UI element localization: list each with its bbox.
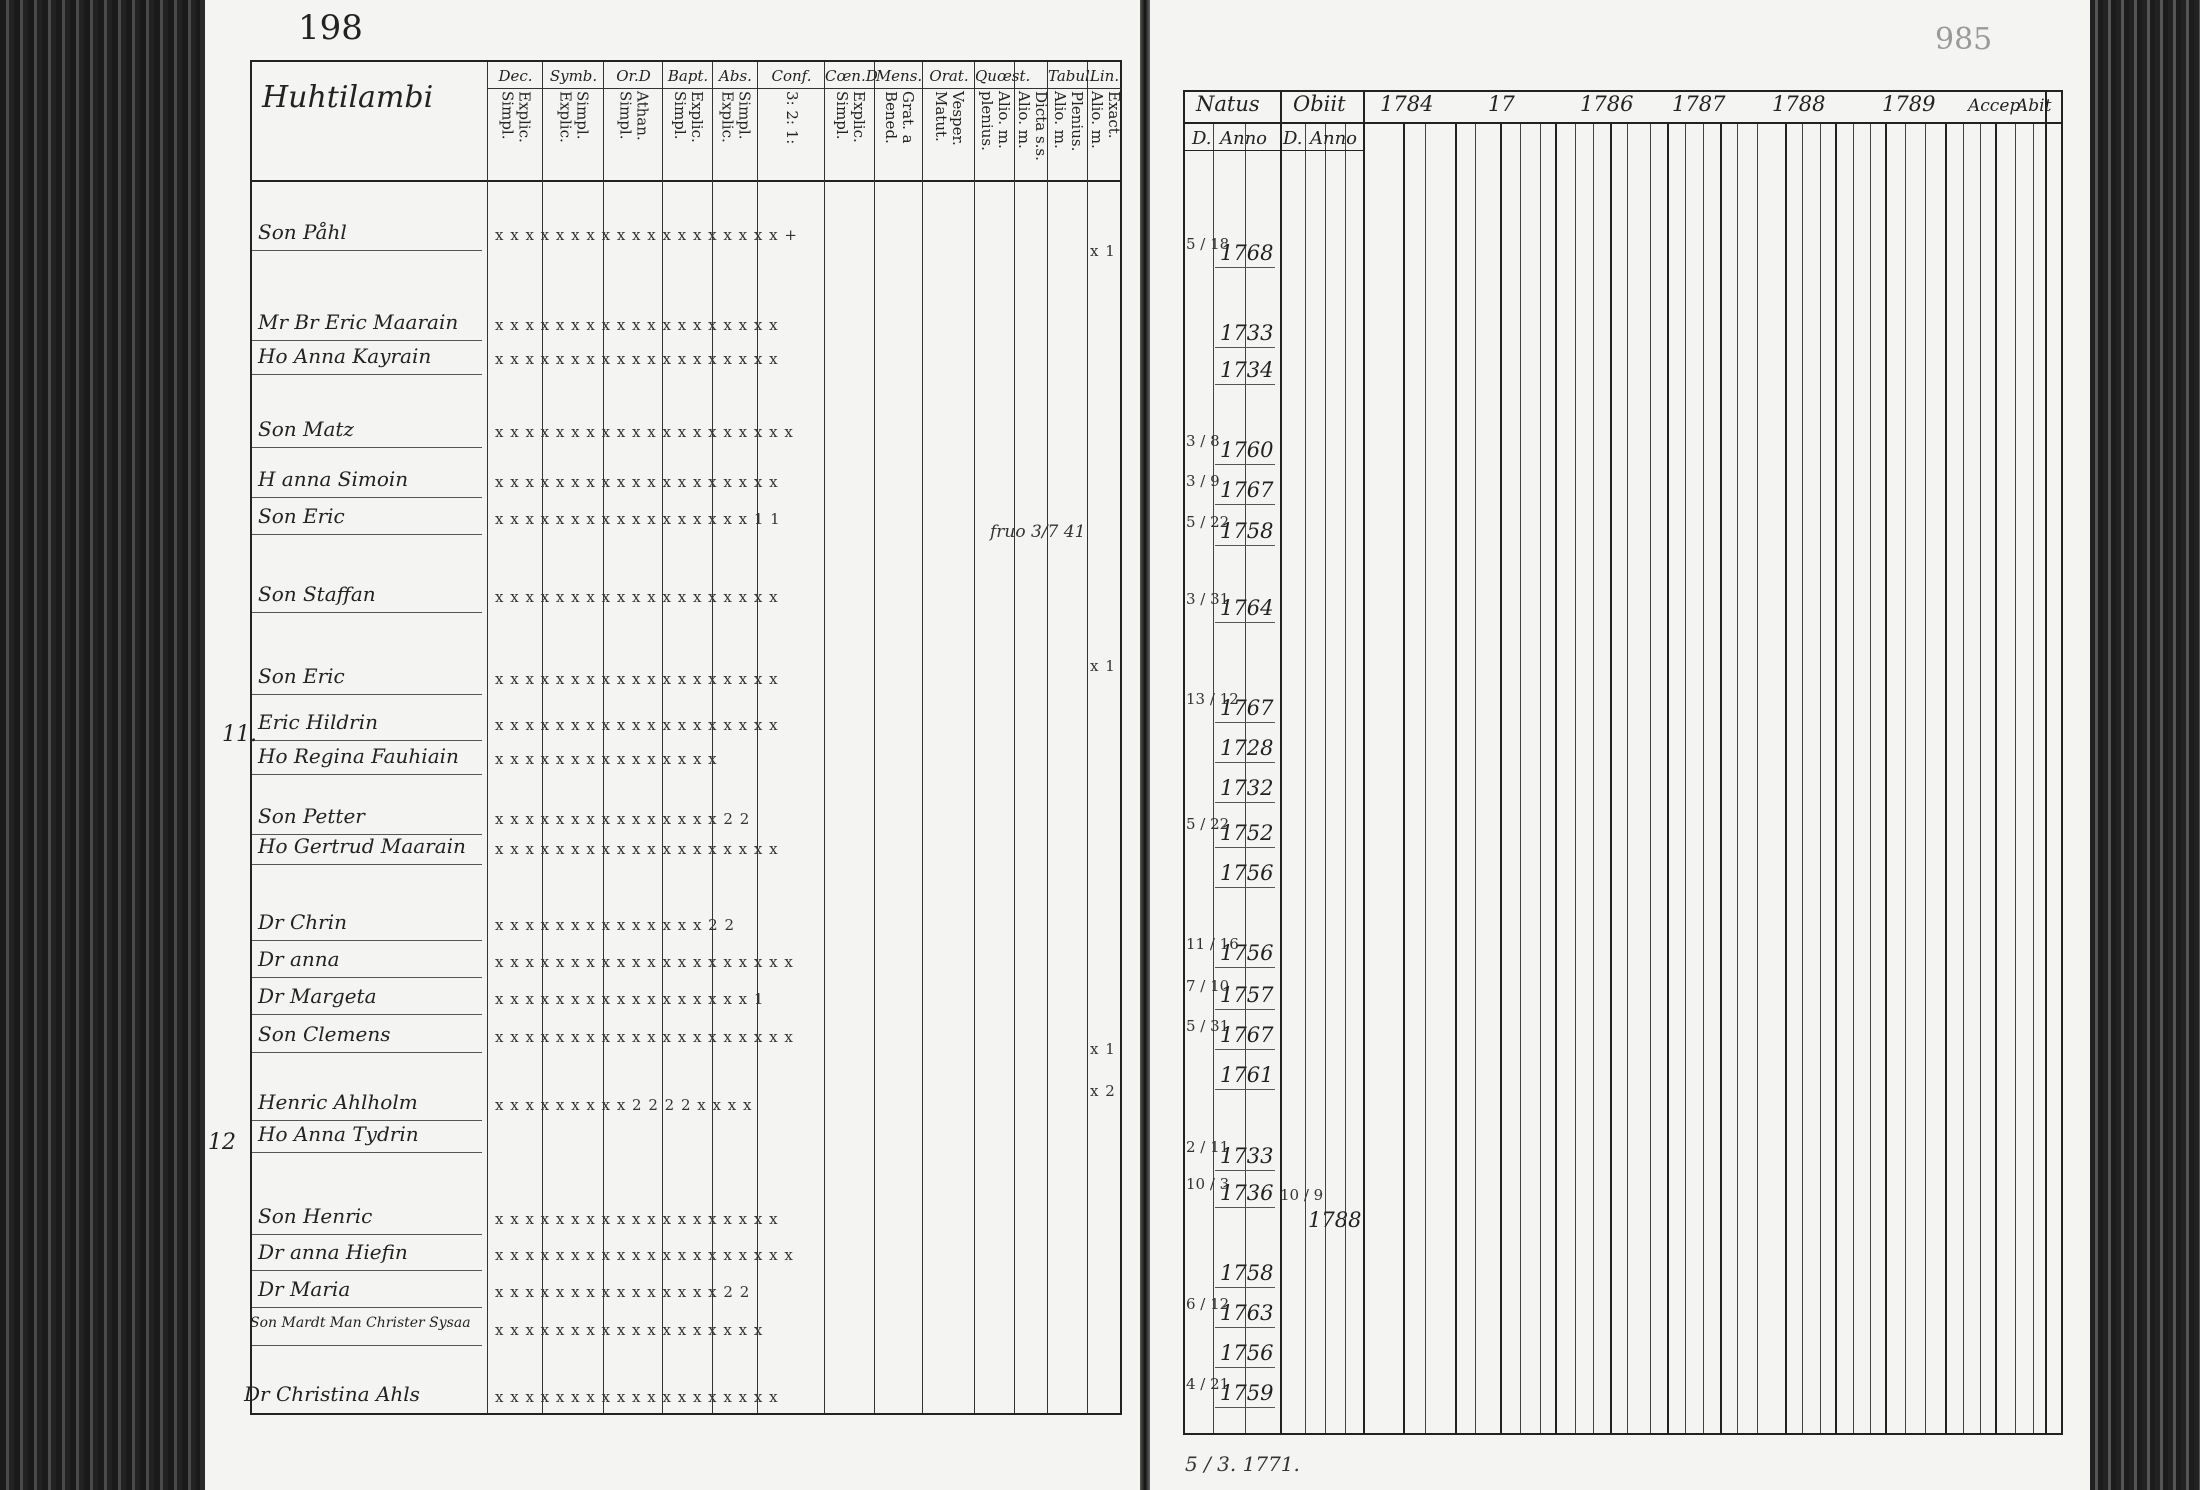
farm-name: Huhtilambi [262,80,434,115]
exam-marks: x x x x x x x x x x x x x x x x x x x [495,350,779,368]
birth-year: 1767 [1220,478,1274,502]
column-subtitle: Simpl. Explic. [718,91,754,143]
lin-mark: x 1 [1090,657,1116,675]
column-divider [1014,62,1015,1413]
exam-marks: x x x x x x x x x x x x x x x 2 2 [495,1283,751,1301]
name-underline [252,1307,482,1308]
column-header [825,64,878,177]
book-gutter [1140,0,1150,1490]
column-divider [824,62,825,1413]
book-edge-left [0,0,200,1490]
register-column-divider [1757,122,1758,1433]
column-header [875,64,923,177]
year-underline [1215,504,1275,505]
header-year-1787: 1787 [1672,92,1726,116]
birth-date: 3 / 31 [1186,590,1230,608]
birth-date: 5 / 31 [1186,1017,1230,1035]
header-accep: Accep [1968,96,2021,116]
year-underline [1215,1207,1275,1208]
header-abit: Abit [2016,96,2052,116]
birth-year: 1767 [1220,1023,1274,1047]
year-underline [1215,1089,1275,1090]
household-number: 11. [222,722,257,747]
column-header [543,64,604,177]
year-underline [1215,1170,1275,1171]
register-column-divider [1802,122,1803,1433]
year-underline [1215,1327,1275,1328]
year-underline [1215,1009,1275,1010]
column-divider [974,62,975,1413]
birth-date: 13 / 12 [1186,690,1239,708]
birth-date: 4 / 21 [1186,1375,1230,1393]
column-subtitle: Plenius. Alio. m. [1051,91,1086,152]
year-underline [1215,1367,1275,1368]
birth-date: 5 / 22 [1186,815,1230,833]
birth-year: 1752 [1220,821,1274,845]
name-underline [252,612,482,613]
year-underline [1215,1049,1275,1050]
register-column-divider [1853,122,1854,1433]
column-title: Dec. [488,64,543,89]
register-group-divider [1280,92,1282,1433]
column-subtitle: Athan. Simpl. [616,91,652,141]
register-column-divider [1945,122,1947,1433]
column-title: Symb. [543,64,604,89]
name-underline [252,1234,482,1235]
register-column-divider [1520,122,1521,1433]
column-title: Bapt. [663,64,713,89]
register-column-divider [1995,122,1997,1433]
column-header [604,64,663,177]
exam-marks: x x x x x x x x x x x x x x x [495,750,718,768]
lin-mark: x 1 [1090,1040,1116,1058]
register-column-divider [1610,122,1612,1433]
birth-date: 11 / 16 [1186,935,1239,953]
column-title [1015,64,1048,89]
exam-marks: x x x x x x x x x x x x x x 2 2 [495,916,736,934]
birth-date: 3 / 8 [1186,432,1220,450]
person-name: Dr anna Hiefin [258,1240,408,1264]
exam-marks: x x x x x x x x x x x x x x x x x x x x [495,1028,794,1046]
register-column-divider [1325,122,1326,1433]
birth-date: 6 / 12 [1186,1295,1230,1313]
person-name: Son Matz [258,417,354,441]
year-underline [1215,1287,1275,1288]
person-name: Dr Chrin [258,910,347,934]
column-header [1015,64,1048,177]
exam-marks: x x x x x x x x x x x x x x x x x x x [495,316,779,334]
exam-marks: x x x x x x x x x x x x x x x x x x x [495,1210,779,1228]
birth-year: 1761 [1220,1063,1274,1087]
person-name: Son Påhl [258,220,347,244]
death-date: 10 / 9 [1280,1186,1324,1204]
name-underline [252,1014,482,1015]
year-underline [1215,267,1275,268]
exam-marks: x x x x x x x x x x x x x x x x x x x [495,670,779,688]
exam-marks: x x x x x x x x x x x x x x x x x x x [495,716,779,734]
name-underline [252,497,482,498]
year-underline [1215,762,1275,763]
column-header [713,64,758,177]
column-subtitle: Alio. m. plenius. [978,91,1013,151]
exam-marks: x x x x x x x x x 2 2 2 2 x x x x [495,1096,753,1114]
name-underline [252,940,482,941]
person-name: Dr Maria [258,1277,351,1301]
year-underline [1215,464,1275,465]
register-column-divider [1905,122,1906,1433]
person-name: Son Petter [258,804,365,828]
person-name: Henric Ahlholm [258,1090,418,1114]
register-column-divider [1885,122,1887,1433]
exam-marks: x x x x x x x x x x x x x x x x x 1 [495,990,765,1008]
name-underline [252,1152,482,1153]
person-name: Ho Anna Tydrin [258,1122,419,1146]
column-header [758,64,825,177]
name-underline [252,250,482,251]
year-underline [1215,384,1275,385]
name-underline [252,774,482,775]
column-title: Conf. [758,64,825,89]
register-column-divider [1870,122,1871,1433]
register-table [1183,90,2063,1435]
birth-year: 1763 [1220,1301,1274,1325]
birth-date: 5 / 22 [1186,513,1230,531]
register-column-divider [1455,122,1457,1433]
lin-mark: x 2 [1090,1082,1116,1100]
register-column-divider [1575,122,1576,1433]
exam-marks: x x x x x x x x x x x x x x x x x x x + [495,226,798,244]
birth-year: 1732 [1220,776,1274,800]
column-subtitle: 3: 2: 1: [783,91,801,145]
exam-marks: x x x x x x x x x x x x x x x x x x x [495,588,779,606]
column-header [663,64,713,177]
margin-note: fruo 3/7 41 [990,522,1086,542]
birth-date: 7 / 10 [1186,977,1230,995]
column-subtitle: Vesper. Matut. [932,91,967,146]
person-name: Dr anna [258,947,340,971]
register-subheader-line [1185,150,1363,151]
column-subtitle: Grat. a Bened. [882,91,917,144]
lin-mark: x 1 [1090,242,1116,260]
column-divider [487,62,488,1413]
person-name: Ho Regina Fauhiain [258,744,459,768]
book-edge-right [2090,0,2200,1490]
year-underline [1215,545,1275,546]
birth-year: 1758 [1220,519,1274,543]
birth-year: 1767 [1220,696,1274,720]
register-column-divider [1685,122,1686,1433]
register-group-divider [1363,92,1365,1433]
year-underline [1215,887,1275,888]
archive-stamp: 985 [1935,22,1993,57]
person-name: Dr Margeta [258,984,377,1008]
exam-marks: x x x x x x x x x x x x x x x x x x [495,1321,764,1339]
person-name: Son Eric [258,664,345,688]
column-header [923,64,975,177]
column-title: Lin. [1088,64,1121,89]
register-column-divider [1593,122,1594,1433]
person-name: Ho Anna Kayrain [258,344,432,368]
birth-year: 1728 [1220,736,1274,760]
column-subtitle: Explic. Simpl. [498,91,534,143]
register-group-divider [2045,92,2047,1433]
sub-anno: Anno [1220,128,1268,149]
column-title: Tabul. [1048,64,1088,89]
register-column-divider [1650,122,1651,1433]
register-header-line [1185,122,2061,124]
birth-year: 1756 [1220,941,1274,965]
register-column-divider [1305,122,1306,1433]
register-column-divider [1540,122,1541,1433]
birth-date: 10 / 3 [1186,1175,1230,1193]
column-divider [1047,62,1048,1413]
name-underline [252,740,482,741]
name-underline [252,340,482,341]
column-divider [1087,62,1088,1413]
header-year-1788: 1788 [1772,92,1826,116]
birth-year: 1757 [1220,983,1274,1007]
column-header [1088,64,1121,177]
exam-marks: x x x x x x x x x x x x x x x x x x x [495,840,779,858]
birth-year: 1756 [1220,1341,1274,1365]
sub-d-obiit: D. [1283,128,1303,149]
person-name: Son Mardt Man Christer Sysaa [250,1315,471,1331]
exam-marks: x x x x x x x x x x x x x x x x x 1 1 [495,510,781,528]
register-column-divider [1785,122,1787,1433]
register-column-divider [1703,122,1704,1433]
exam-marks: x x x x x x x x x x x x x x x x x x x [495,1388,779,1406]
column-subtitle: Exact. Alio. m. [1088,91,1123,149]
column-subtitle: Explic. Simpl. [671,91,706,143]
name-underline [252,374,482,375]
register-column-divider [1213,122,1214,1433]
birth-year: 1758 [1220,1261,1274,1285]
register-column-divider [1963,122,1964,1433]
exam-marks: x x x x x x x x x x x x x x x x x x x x [495,1246,794,1264]
person-name: Son Henric [258,1204,373,1228]
birth-date: 3 / 9 [1186,472,1220,490]
column-subtitle: Dicta s.s. Alio. m. [1015,91,1050,161]
year-underline [1215,1407,1275,1408]
year-underline [1215,802,1275,803]
birth-year: 1733 [1220,1144,1274,1168]
footer-date: 5 / 3. 1771. [1185,1452,1300,1476]
sub-d: D. [1192,128,1212,149]
register-column-divider [1500,122,1502,1433]
birth-date: 5 / 18 [1186,235,1230,253]
exam-marks: x x x x x x x x x x x x x x x x x x x x [495,953,794,971]
person-name: Ho Gertrud Maarain [258,834,466,858]
birth-year: 1759 [1220,1381,1274,1405]
year-underline [1215,347,1275,348]
person-name: Son Staffan [258,582,376,606]
column-header [488,64,543,177]
name-underline [252,534,482,535]
exam-marks: x x x x x x x x x x x x x x x x x x x [495,473,779,491]
column-header [975,64,1031,177]
register-column-divider [1737,122,1738,1433]
register-column-divider [1475,122,1476,1433]
column-title: Mens. [875,64,923,89]
year-underline [1215,622,1275,623]
column-title: Cœn.D [825,64,875,89]
register-column-divider [1925,122,1926,1433]
header-natus: Natus [1196,92,1260,116]
column-title: Orat. [923,64,975,89]
name-underline [252,1270,482,1271]
exam-marks: x x x x x x x x x x x x x x x 2 2 [495,810,751,828]
register-column-divider [1980,122,1981,1433]
register-column-divider [1820,122,1821,1433]
name-underline [252,1345,482,1346]
birth-year: 1736 [1220,1181,1274,1205]
exam-marks: x x x x x x x x x x x x x x x x x x x x [495,423,794,441]
person-name: Dr Christina Ahls [244,1382,420,1406]
register-column-divider [2015,122,2016,1433]
register-column-divider [1403,122,1405,1433]
register-column-divider [1345,122,1346,1433]
person-name: Son Eric [258,504,345,528]
year-underline [1215,847,1275,848]
column-subtitle: Simpl. Explic. [556,91,592,143]
name-underline [252,1120,482,1121]
column-title: Quœst. [975,64,1015,89]
birth-year: 1734 [1220,358,1274,382]
register-column-divider [1555,122,1557,1433]
register-column-divider [1667,122,1669,1433]
register-column-divider [1720,122,1722,1433]
header-year-17: 17 [1488,92,1515,116]
column-title: Abs. [713,64,758,89]
birth-year: 1768 [1220,241,1274,265]
name-underline [252,977,482,978]
death-year: 1788 [1308,1208,1362,1232]
page-number: 198 [298,8,363,48]
name-underline [252,864,482,865]
person-name: Mr Br Eric Maarain [258,310,459,334]
person-name: H anna Simoin [258,467,409,491]
register-column-divider [2033,122,2034,1433]
header-year-1789: 1789 [1882,92,1936,116]
header-year-1786: 1786 [1580,92,1634,116]
birth-year: 1760 [1220,438,1274,462]
person-name: Son Clemens [258,1022,391,1046]
column-divider [922,62,923,1413]
household-number: 12 [208,1130,236,1155]
header-year-1784: 1784 [1380,92,1434,116]
column-subtitle: Explic. Simpl. [833,91,868,143]
birth-year: 1733 [1220,321,1274,345]
person-name: Eric Hildrin [258,710,378,734]
name-underline [252,694,482,695]
birth-year: 1764 [1220,596,1274,620]
register-column-divider [1835,122,1837,1433]
name-underline [252,1052,482,1053]
column-divider [874,62,875,1413]
name-underline [252,447,482,448]
birth-date: 2 / 11 [1186,1138,1230,1156]
birth-year: 1756 [1220,861,1274,885]
column-title: Or.D [604,64,663,89]
column-header [1048,64,1095,177]
year-underline [1215,722,1275,723]
sub-anno-obiit: Anno [1310,128,1358,149]
register-column-divider [1627,122,1628,1433]
header-obiit: Obiit [1293,92,1346,116]
year-underline [1215,967,1275,968]
register-column-divider [1425,122,1426,1433]
